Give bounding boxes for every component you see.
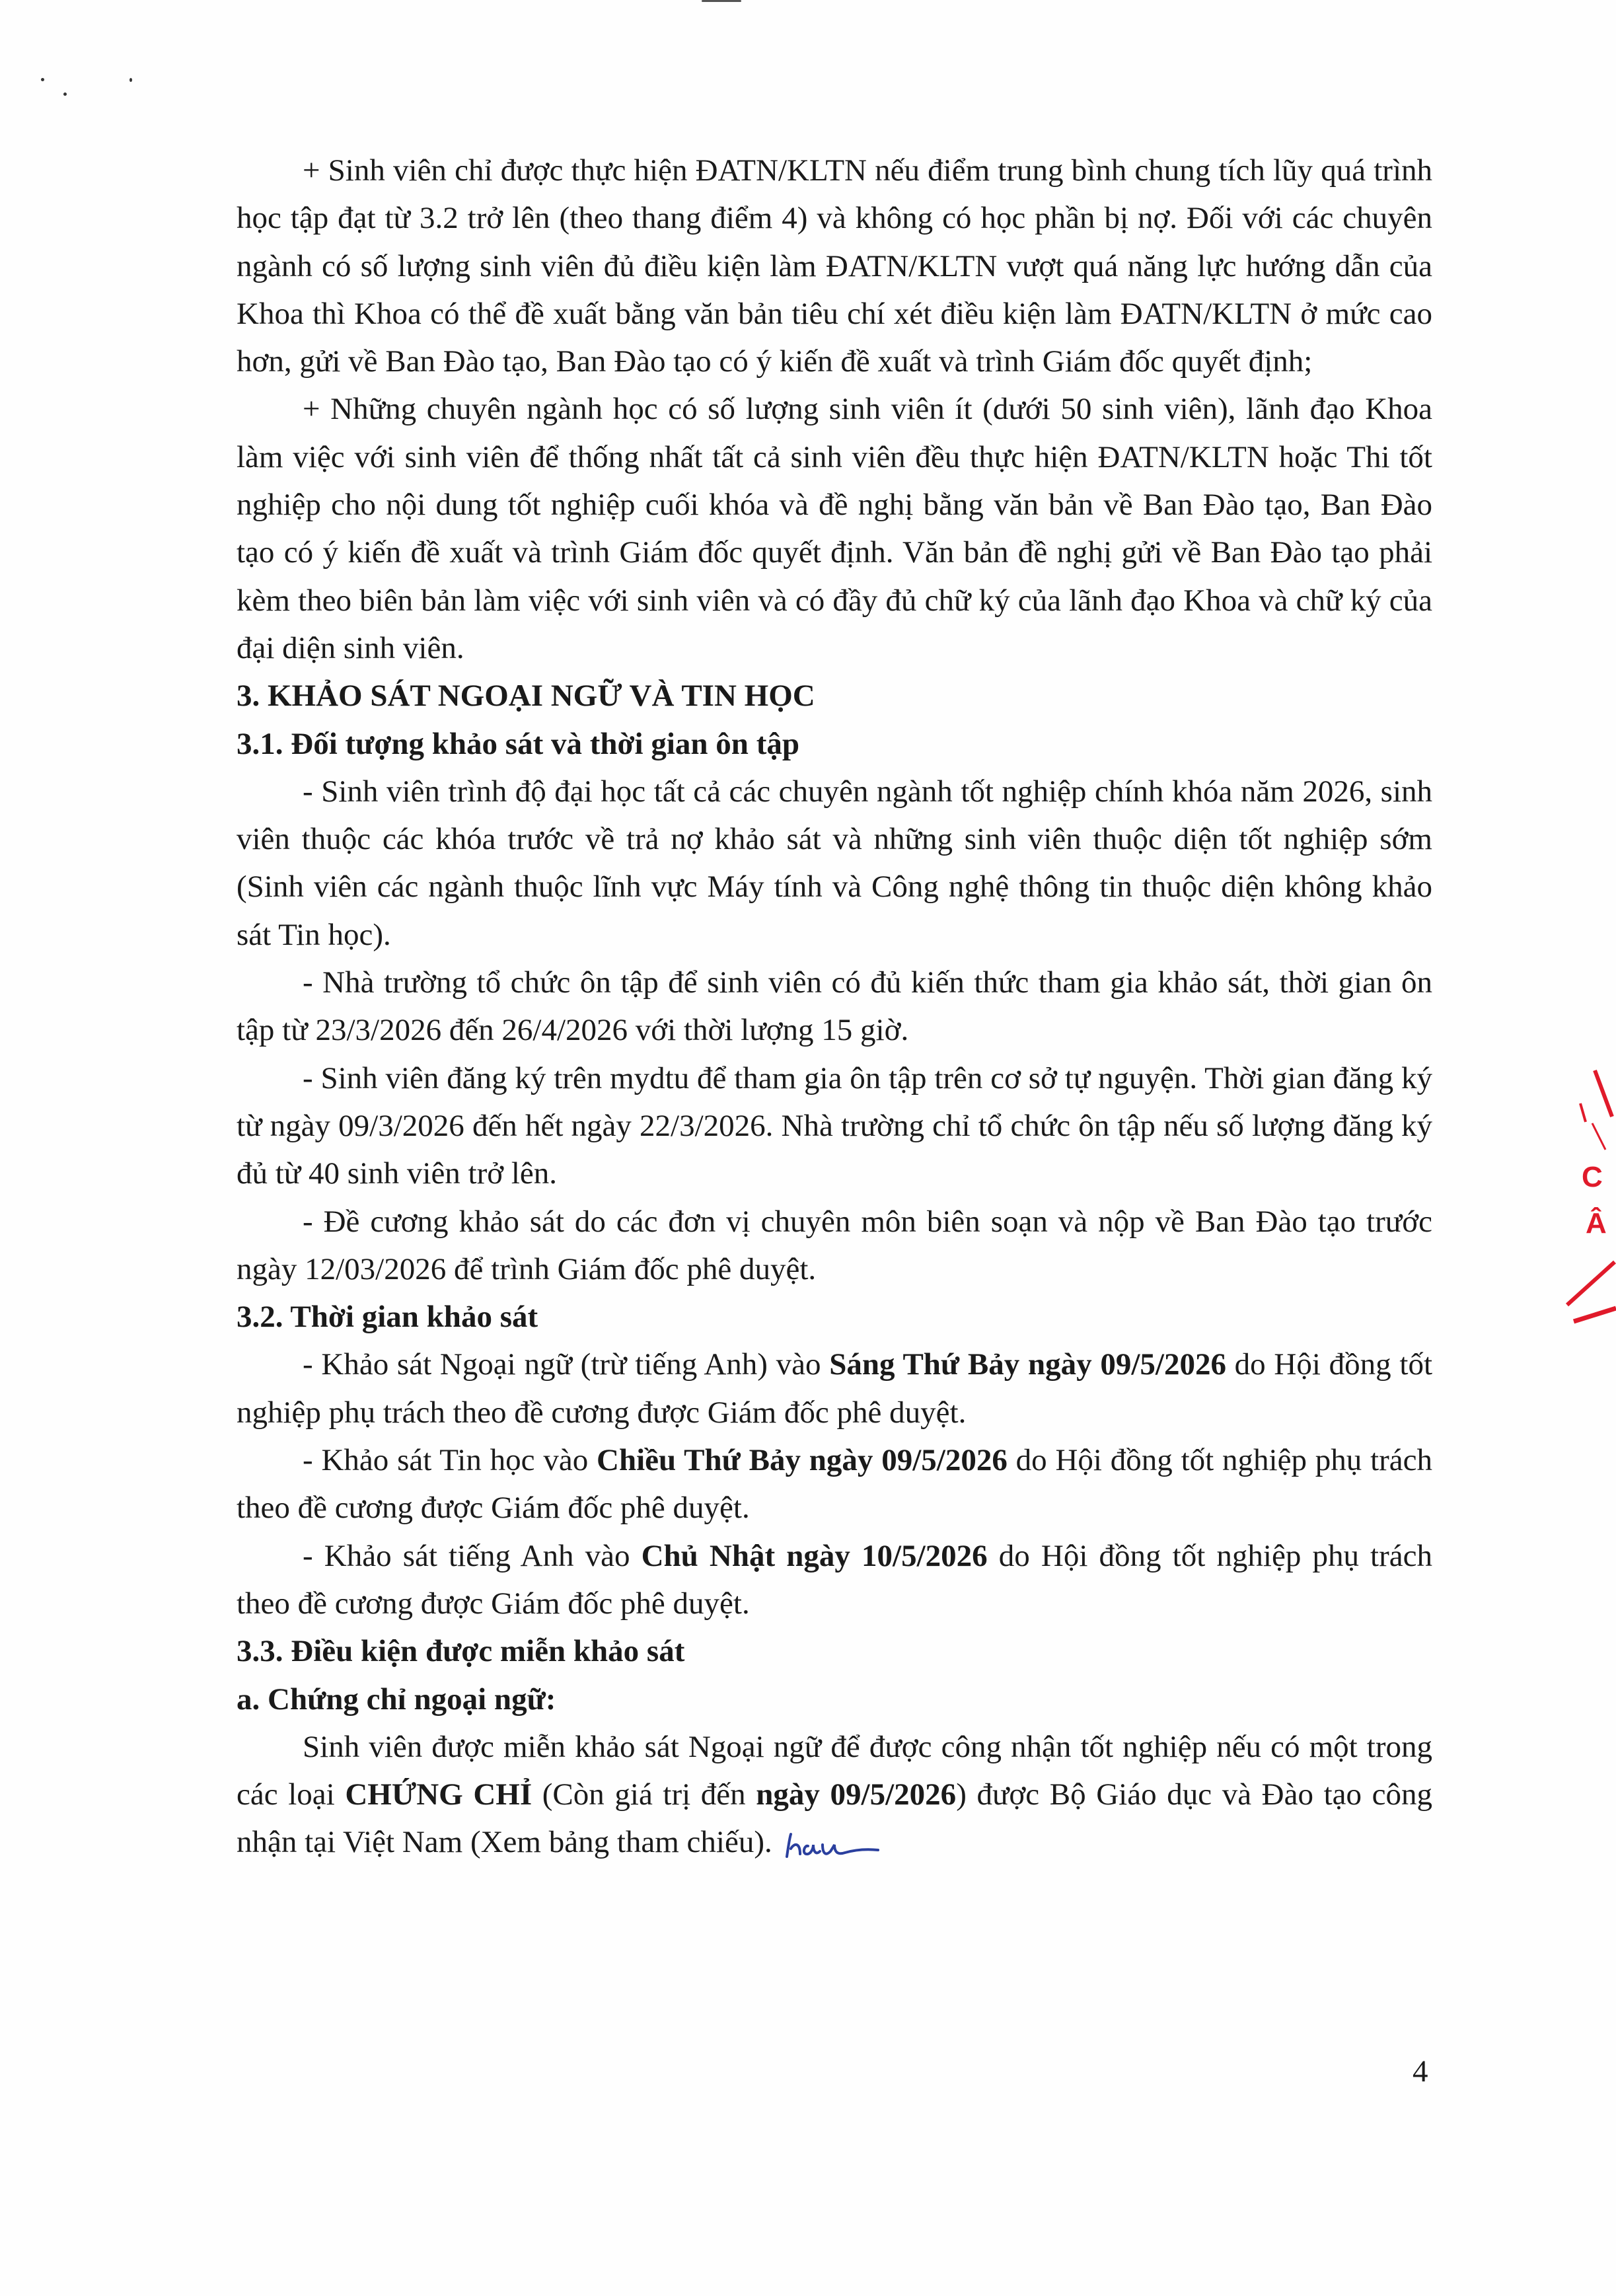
- emphasis-date: Sáng Thứ Bảy ngày 09/5/2026: [829, 1347, 1226, 1382]
- emphasis: CHỨNG CHỈ: [345, 1777, 533, 1812]
- sub-subsection-heading: a. Chứng chỉ ngoại ngữ:: [237, 1682, 556, 1717]
- list-item: - Đề cương khảo sát do các đơn vị chuyên môn biên soạn và nộp về Ban Đào tạo trước ngày 12/03/2026 để trình Giám đốc phê duyệt.: [237, 1204, 1432, 1286]
- stamp-edge: [1554, 1044, 1616, 1388]
- scan-mark: [702, 0, 741, 2]
- text-run: do Hội đồng tốt nghiệp phụ trách theo đề cương được Giám đốc phê duyệt.: [237, 1443, 1433, 1526]
- list-item: [237, 1341, 1432, 1436]
- stamp-letter: Â: [1586, 1207, 1607, 1240]
- text-run: do Hội đồng tốt nghiệp phụ trách theo đề cương được Giám đốc phê duyệt.: [237, 1347, 1433, 1430]
- subsection-heading: 3.1. Đối tượng khảo sát và thời gian ôn tập: [237, 726, 799, 761]
- scan-speck: [41, 78, 44, 81]
- initials-signature: [782, 1822, 881, 1869]
- text-run: do Hội đồng tốt nghiệp phụ trách theo đề cương được Giám đốc phê duyệt.: [237, 1538, 1432, 1621]
- section-heading: 3. KHẢO SÁT NGOẠI NGỮ VÀ TIN HỌC: [237, 679, 815, 714]
- scan-speck: [129, 78, 132, 82]
- list-item: [237, 1436, 1432, 1532]
- text-run: - Khảo sát tiếng Anh vào: [303, 1538, 642, 1573]
- scan-speck: [63, 93, 67, 96]
- paragraph-eligibility: + Sinh viên chỉ được thực hiện ĐATN/KLTN nếu điểm trung bình chung tích lũy quá trình học tập đạt từ 3.2 trở lên (theo thang điểm 4) và không có học phần bị nợ. Đối với các chuyên ngành có số lượng sinh viên đủ điều kiện làm ĐATN/KLTN vượt quá năng lực hướng dẫn của Khoa thì Khoa có thể đề xuất bằng văn bản tiêu chí xét điều kiện làm ĐATN/KLTN ở mức cao hơn, gửi về Ban Đào tạo, Ban Đào tạo có ý kiến đề xuất và trình Giám đốc quyết định;: [237, 153, 1432, 379]
- paragraph-certificate: [237, 1723, 1432, 1869]
- emphasis-date: Chủ Nhật ngày 10/5/2026: [641, 1538, 988, 1573]
- list-item: - Sinh viên trình độ đại học tất cả các chuyên ngành tốt nghiệp chính khóa năm 2026, sinh viên thuộc các khóa trước về trả nợ khảo sát và những sinh viên thuộc diện tốt nghiệp sớm (Sinh viên các ngành thuộc lĩnh vực Máy tính và Công nghệ thông tin thuộc diện không khảo sát Tin học).: [237, 774, 1432, 952]
- emphasis-date: ngày 09/5/2026: [756, 1777, 957, 1812]
- page-number: 4: [1413, 2054, 1428, 2089]
- text-run: Sinh viên được miễn khảo sát Ngoại ngữ để được công nhận tốt nghiệp nếu có một trong các loại: [237, 1729, 1432, 1812]
- text-run: - Khảo sát Tin học vào: [303, 1443, 597, 1478]
- list-item: - Nhà trường tổ chức ôn tập để sinh viên có đủ kiến thức tham gia khảo sát, thời gian ôn tập từ 23/3/2026 đến 26/4/2026 với thời lượng 15 giờ.: [237, 965, 1432, 1048]
- list-item: - Sinh viên đăng ký trên mydtu để tham gia ôn tập trên cơ sở tự nguyện. Thời gian đăng ký từ ngày 09/3/2026 đến hết ngày 22/3/2026. Nhà trường chỉ tổ chức ôn tập nếu số lượng đăng ký đủ từ 40 sinh viên trở lên.: [237, 1060, 1432, 1191]
- text-run: ) được Bộ Giáo dục và Đào tạo công nhận tại Việt Nam (Xem bảng tham chiếu).: [237, 1777, 1433, 1860]
- emphasis-date: Chiều Thứ Bảy ngày 09/5/2026: [597, 1443, 1008, 1478]
- stamp-letter: C: [1582, 1161, 1603, 1193]
- text-run: - Khảo sát Ngoại ngữ (trừ tiếng Anh) vào: [303, 1347, 830, 1382]
- subsection-heading: 3.2. Thời gian khảo sát: [237, 1300, 538, 1335]
- text-run: (Còn giá trị đến: [532, 1777, 756, 1812]
- subsection-heading: 3.3. Điều kiện được miễn khảo sát: [237, 1634, 685, 1669]
- document-body: [237, 147, 1432, 1869]
- list-item: [237, 1532, 1432, 1628]
- paragraph-small-majors: + Những chuyên ngành học có số lượng sinh viên ít (dưới 50 sinh viên), lãnh đạo Khoa làm việc với sinh viên để thống nhất tất cả sinh viên đều thực hiện ĐATN/KLTN hoặc Thi tốt nghiệp cho nội dung tốt nghiệp cuối khóa và đề nghị bằng văn bản về Ban Đào tạo, Ban Đào tạo có ý kiến đề xuất và trình Giám đốc quyết định. Văn bản đề nghị gửi về Ban Đào tạo phải kèm theo biên bản làm việc với sinh viên và có đầy đủ chữ ký của lãnh đạo Khoa và chữ ký của đại diện sinh viên.: [237, 392, 1432, 665]
